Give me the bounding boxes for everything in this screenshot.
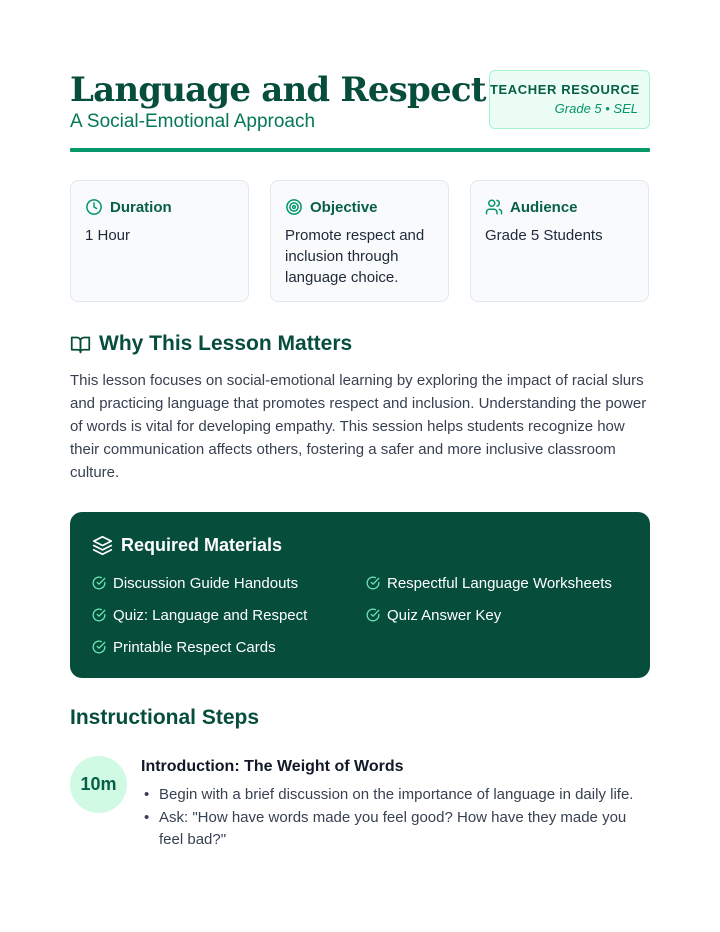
- list-item: [92, 637, 276, 657]
- duration-value: 1 Hour: [85, 227, 131, 244]
- list-item: • Begin with a brief discussion on the importance of language in daily life.: [159, 784, 650, 806]
- users-icon: [485, 198, 503, 216]
- list-item: [92, 573, 298, 593]
- step-duration-badge: [70, 756, 127, 813]
- target-icon: [285, 198, 303, 216]
- objective-card: [270, 180, 449, 302]
- info-cards: [70, 180, 650, 302]
- audience-card: [470, 180, 649, 302]
- steps-section-title: Instructional Steps: [70, 706, 260, 729]
- check-circle-icon: [366, 608, 380, 622]
- check-circle-icon: [92, 640, 106, 654]
- material-label: Respectful Language Worksheets: [387, 574, 612, 592]
- objective-label: Objective: [310, 198, 378, 216]
- page-header: [70, 68, 650, 152]
- badge-label: TEACHER RESOURCE: [490, 82, 640, 97]
- required-materials-panel: [70, 512, 650, 678]
- material-label: Quiz Answer Key: [387, 606, 502, 624]
- check-circle-icon: [366, 576, 380, 590]
- duration-label: Duration: [110, 198, 172, 216]
- material-label: Discussion Guide Handouts: [113, 574, 299, 592]
- teacher-resource-badge: [489, 70, 650, 129]
- clock-icon: [85, 198, 103, 216]
- check-circle-icon: [92, 608, 106, 622]
- audience-value: Grade 5 Students: [485, 227, 603, 244]
- duration-card: [70, 180, 249, 302]
- layers-icon: [92, 535, 113, 556]
- step-duration: 10m: [80, 774, 117, 794]
- audience-label: Audience: [510, 198, 578, 216]
- list-item: [366, 605, 501, 625]
- why-section-body: This lesson focuses on social-emotional learning by exploring the impact of racial slurs and practicing language that promotes respect and inclusion. Understanding the power of words is vital for developing empathy. This session helps students recognize how their communication affects others, fostering a safer and more inclusive classroom culture.: [70, 372, 647, 481]
- materials-title: Required Materials: [121, 534, 283, 555]
- book-open-icon: [70, 334, 91, 355]
- material-label: Printable Respect Cards: [113, 638, 276, 656]
- why-section-title: Why This Lesson Matters: [99, 332, 353, 355]
- why-section-heading: [70, 330, 352, 358]
- objective-value: Promote respect and inclusion through language choice.: [285, 227, 425, 286]
- list-item: [366, 573, 612, 593]
- list-item: • Ask: "How have words made you feel good? How have they made you feel bad?": [159, 807, 650, 851]
- check-circle-icon: [92, 576, 106, 590]
- badge-detail: Grade 5 • SEL: [554, 101, 638, 116]
- step-title: Introduction: The Weight of Words: [141, 758, 404, 775]
- header-divider: [70, 148, 650, 152]
- step-bullets: [159, 784, 650, 852]
- page-subtitle: A Social-Emotional Approach: [70, 111, 316, 132]
- list-item: [92, 605, 307, 625]
- page-title: Language and Respect: [70, 70, 486, 110]
- material-label: Quiz: Language and Respect: [113, 606, 308, 624]
